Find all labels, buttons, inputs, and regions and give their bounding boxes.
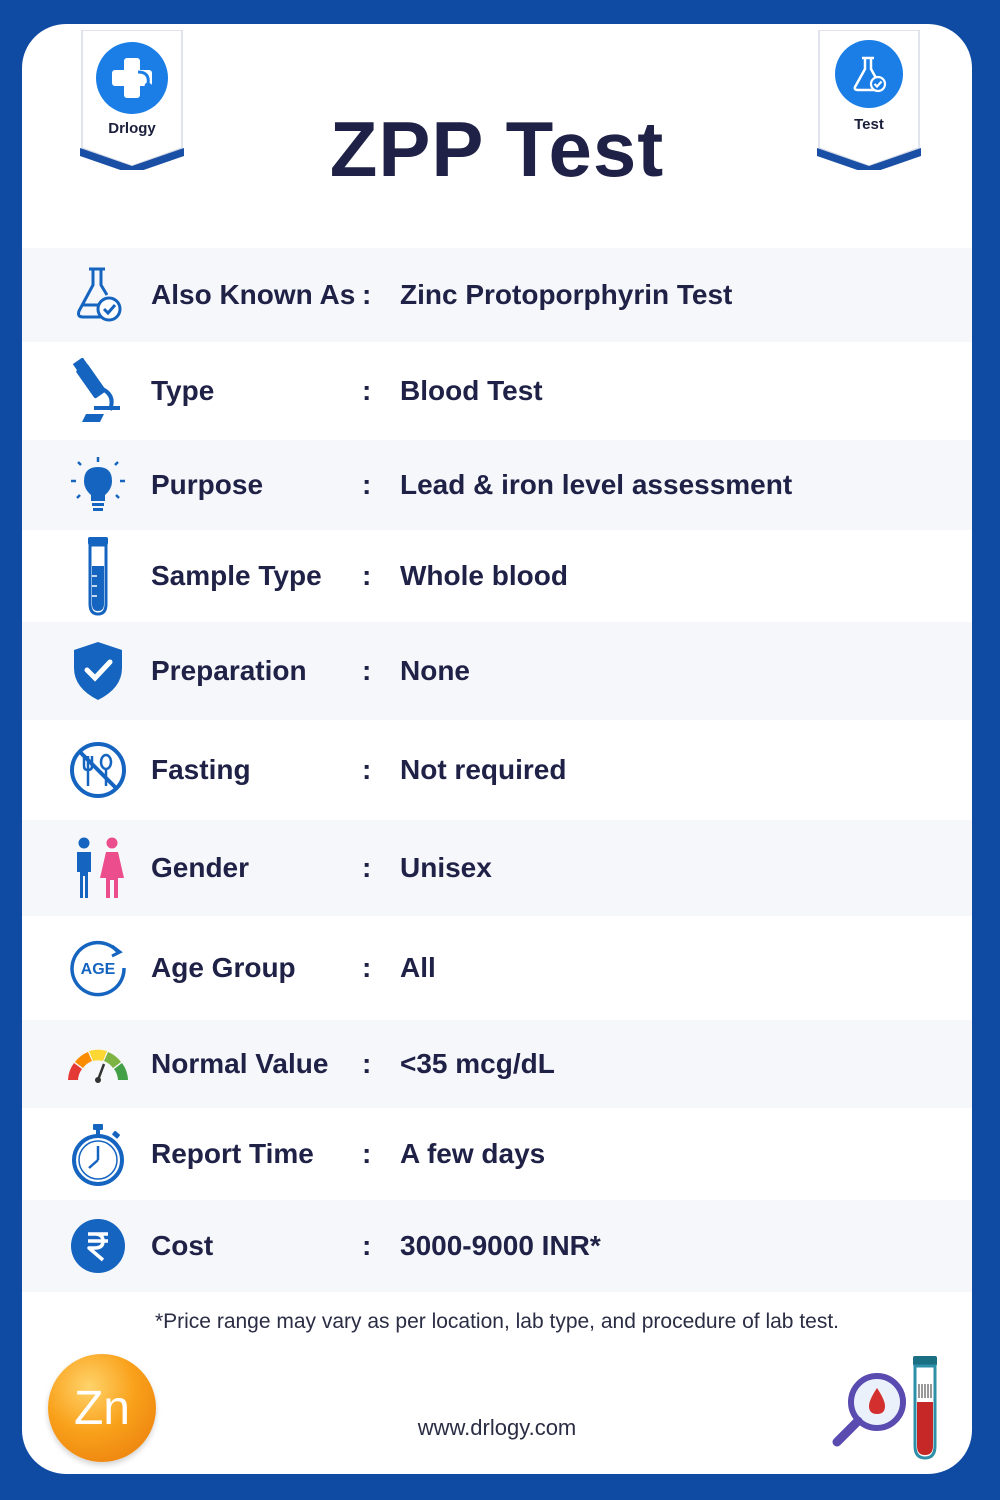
list-item: [22, 530, 972, 622]
zinc-symbol: Zn: [73, 1381, 130, 1435]
row-value: 3000-9000 INR*: [400, 1230, 601, 1261]
row-separator: :: [362, 279, 372, 310]
row-label: Gender: [151, 852, 250, 883]
list-item: [22, 720, 972, 820]
row-separator: :: [362, 1230, 372, 1261]
zinc-ball-icon: [48, 1354, 156, 1462]
row-value: <35 mcg/dL: [400, 1048, 555, 1079]
no-food-icon: [64, 736, 132, 804]
row-separator: :: [362, 375, 372, 406]
row-value: Unisex: [400, 852, 492, 883]
row-label: Type: [151, 375, 215, 406]
shield-check-icon: [64, 637, 132, 705]
row-separator: :: [362, 469, 372, 500]
magnifier-blood-tube-icon: [827, 1354, 947, 1464]
row-value: Not required: [400, 754, 567, 785]
row-label: Normal Value: [151, 1048, 329, 1079]
row-label: Also Known As: [151, 279, 356, 310]
row-value: A few days: [400, 1138, 546, 1169]
row-separator: :: [362, 560, 372, 591]
svg-text:AGE: AGE: [80, 961, 116, 978]
row-value: Blood Test: [400, 375, 543, 406]
badge-right-label: Test: [854, 116, 884, 133]
row-label: Preparation: [151, 655, 307, 686]
row-value: Zinc Protoporphyrin Test: [400, 279, 733, 310]
info-rows: [22, 248, 972, 1292]
row-label: Purpose: [151, 469, 264, 500]
row-value: None: [400, 655, 470, 686]
row-separator: :: [362, 852, 372, 883]
list-item: [22, 622, 972, 720]
row-value: Lead & iron level assessment: [400, 469, 793, 500]
list-item: [22, 342, 972, 440]
gauge-icon: [64, 1030, 132, 1098]
rupee-icon: [64, 1212, 132, 1280]
row-value: Whole blood: [400, 560, 568, 591]
website-link[interactable]: www.drlogy.com: [417, 1415, 577, 1440]
list-item: [22, 248, 972, 342]
flask-check-icon: [64, 261, 132, 329]
row-value: All: [400, 952, 436, 983]
list-item: [22, 1200, 972, 1292]
row-label: Age Group: [151, 952, 296, 983]
list-item: [22, 916, 972, 1020]
lightbulb-icon: [64, 451, 132, 519]
row-label: Cost: [151, 1230, 214, 1261]
flask-icon: [835, 40, 903, 108]
list-item: [22, 820, 972, 916]
row-separator: :: [362, 1138, 372, 1169]
brand-label: Drlogy: [108, 120, 156, 137]
list-item: [22, 440, 972, 530]
microscope-icon: [64, 357, 132, 425]
test-tube-icon: [64, 542, 132, 610]
info-card: [22, 24, 972, 1474]
list-item: [22, 1108, 972, 1200]
row-separator: :: [362, 1048, 372, 1079]
row-label: Sample Type: [151, 560, 322, 591]
row-label: Report Time: [151, 1138, 314, 1169]
price-footnote: *Price range may vary as per location, lab type, and procedure of lab test.: [154, 1310, 840, 1333]
gender-icon: [64, 834, 132, 902]
row-separator: :: [362, 952, 372, 983]
row-label: Fasting: [151, 754, 251, 785]
stopwatch-icon: [64, 1120, 132, 1188]
row-separator: :: [362, 754, 372, 785]
list-item: [22, 1020, 972, 1108]
page-title: ZPP Test: [329, 105, 665, 193]
row-separator: :: [362, 655, 372, 686]
age-icon: [64, 934, 132, 1002]
